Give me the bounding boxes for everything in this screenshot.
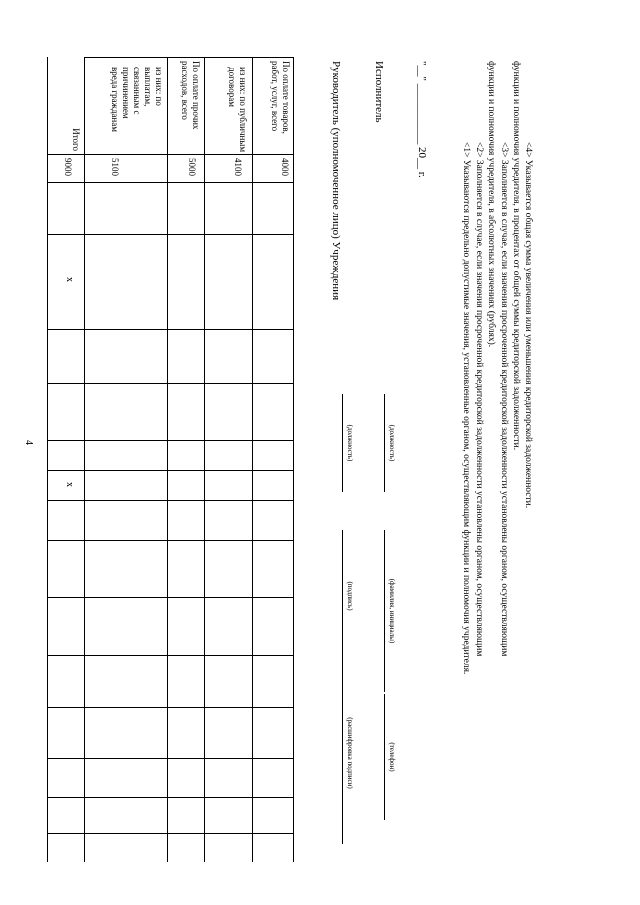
- debt-table: [47, 57, 294, 862]
- footnote-2: <2> Заполняется в случае, если значения просроченной кредиторской задолженности установлены органом, осуществляющим: [474, 142, 484, 657]
- page-number: 4: [23, 440, 34, 445]
- footnote-3: <3> Заполняется в случае, если значения просроченной кредиторской задолженности установлены органом, осуществляющим: [499, 142, 509, 657]
- table-row-divider: [252, 57, 253, 862]
- table-col-divider: [47, 234, 294, 235]
- row-label: По оплате товаров, работ, услуг, всего: [270, 61, 291, 134]
- executor-position-line: [384, 394, 385, 492]
- table-col-divider: [47, 383, 294, 384]
- table-col-divider: [47, 655, 294, 656]
- caption-signature-decoding: (расшифровка подписи): [346, 717, 354, 789]
- table-col-divider: [47, 500, 294, 501]
- caption-phone: (телефон): [388, 742, 396, 772]
- row-label: По оплате прочих расходов, всего: [180, 61, 201, 130]
- total-x-mark: x: [64, 482, 75, 487]
- table-col-divider: [47, 597, 294, 598]
- caption-position: (должность): [346, 424, 354, 462]
- table-left-border: [84, 57, 294, 58]
- head-position-line: [342, 394, 343, 492]
- row-code: 4000: [280, 158, 290, 176]
- executor-phone-line: [384, 694, 385, 820]
- table-col-divider: [47, 833, 294, 834]
- executor-name-line: [384, 530, 385, 692]
- table-col-divider: [47, 797, 294, 798]
- row-label: из них: по публичным договорам: [227, 67, 248, 153]
- row-label: из них: по выплатам, связанным с причинением вреда гражданам: [110, 67, 164, 132]
- table-row-divider: [167, 57, 168, 862]
- table-col-divider: [47, 440, 294, 441]
- row-code: 5000: [187, 158, 197, 176]
- head-label: Руководитель (уполномоченное лицо) Учреждения: [330, 61, 342, 301]
- row-code: 9000: [63, 158, 73, 176]
- footnote-1: <1> Указываются предельно допустимые значения, установленные органом, осуществляющим функции и полномочия учредителя.: [461, 142, 471, 675]
- row-code: 4100: [233, 158, 243, 176]
- head-signature-line: [342, 530, 343, 662]
- table-col-divider: [47, 182, 294, 183]
- table-col-divider: [47, 329, 294, 330]
- date-line: "__" ___________ 20__ г.: [416, 61, 428, 178]
- table-col-divider: [47, 758, 294, 759]
- total-x-mark: x: [64, 277, 75, 282]
- table-col-divider: [47, 470, 294, 471]
- table-col-divider: [47, 540, 294, 541]
- table-row-divider: [204, 57, 205, 862]
- table-bottom-border: [47, 57, 48, 862]
- row-label: Итого: [71, 128, 81, 151]
- caption-name: (фамилия, инициалы): [388, 578, 396, 644]
- caption-signature: (подпись): [346, 581, 354, 611]
- footnote-4: <4> Указывается общая сумма увеличения или уменьшения кредиторской задолженности.: [523, 142, 533, 509]
- footnote-3-continued: функции и полномочия учредителя, в процентах от общей суммы кредиторской задолженности.: [511, 61, 521, 451]
- head-decoding-line: [342, 662, 343, 844]
- executor-label: Исполнитель: [373, 61, 385, 123]
- table-top-border: [293, 57, 294, 862]
- row-code: 5100: [110, 158, 120, 176]
- table-col-divider: [47, 707, 294, 708]
- footnote-2-continued: функции и полномочия учредителя, в абсолютных значениях (рублях).: [486, 61, 496, 348]
- caption-position: (должность): [388, 424, 396, 462]
- table-row-divider: [84, 57, 85, 862]
- table-col-divider: [47, 154, 294, 155]
